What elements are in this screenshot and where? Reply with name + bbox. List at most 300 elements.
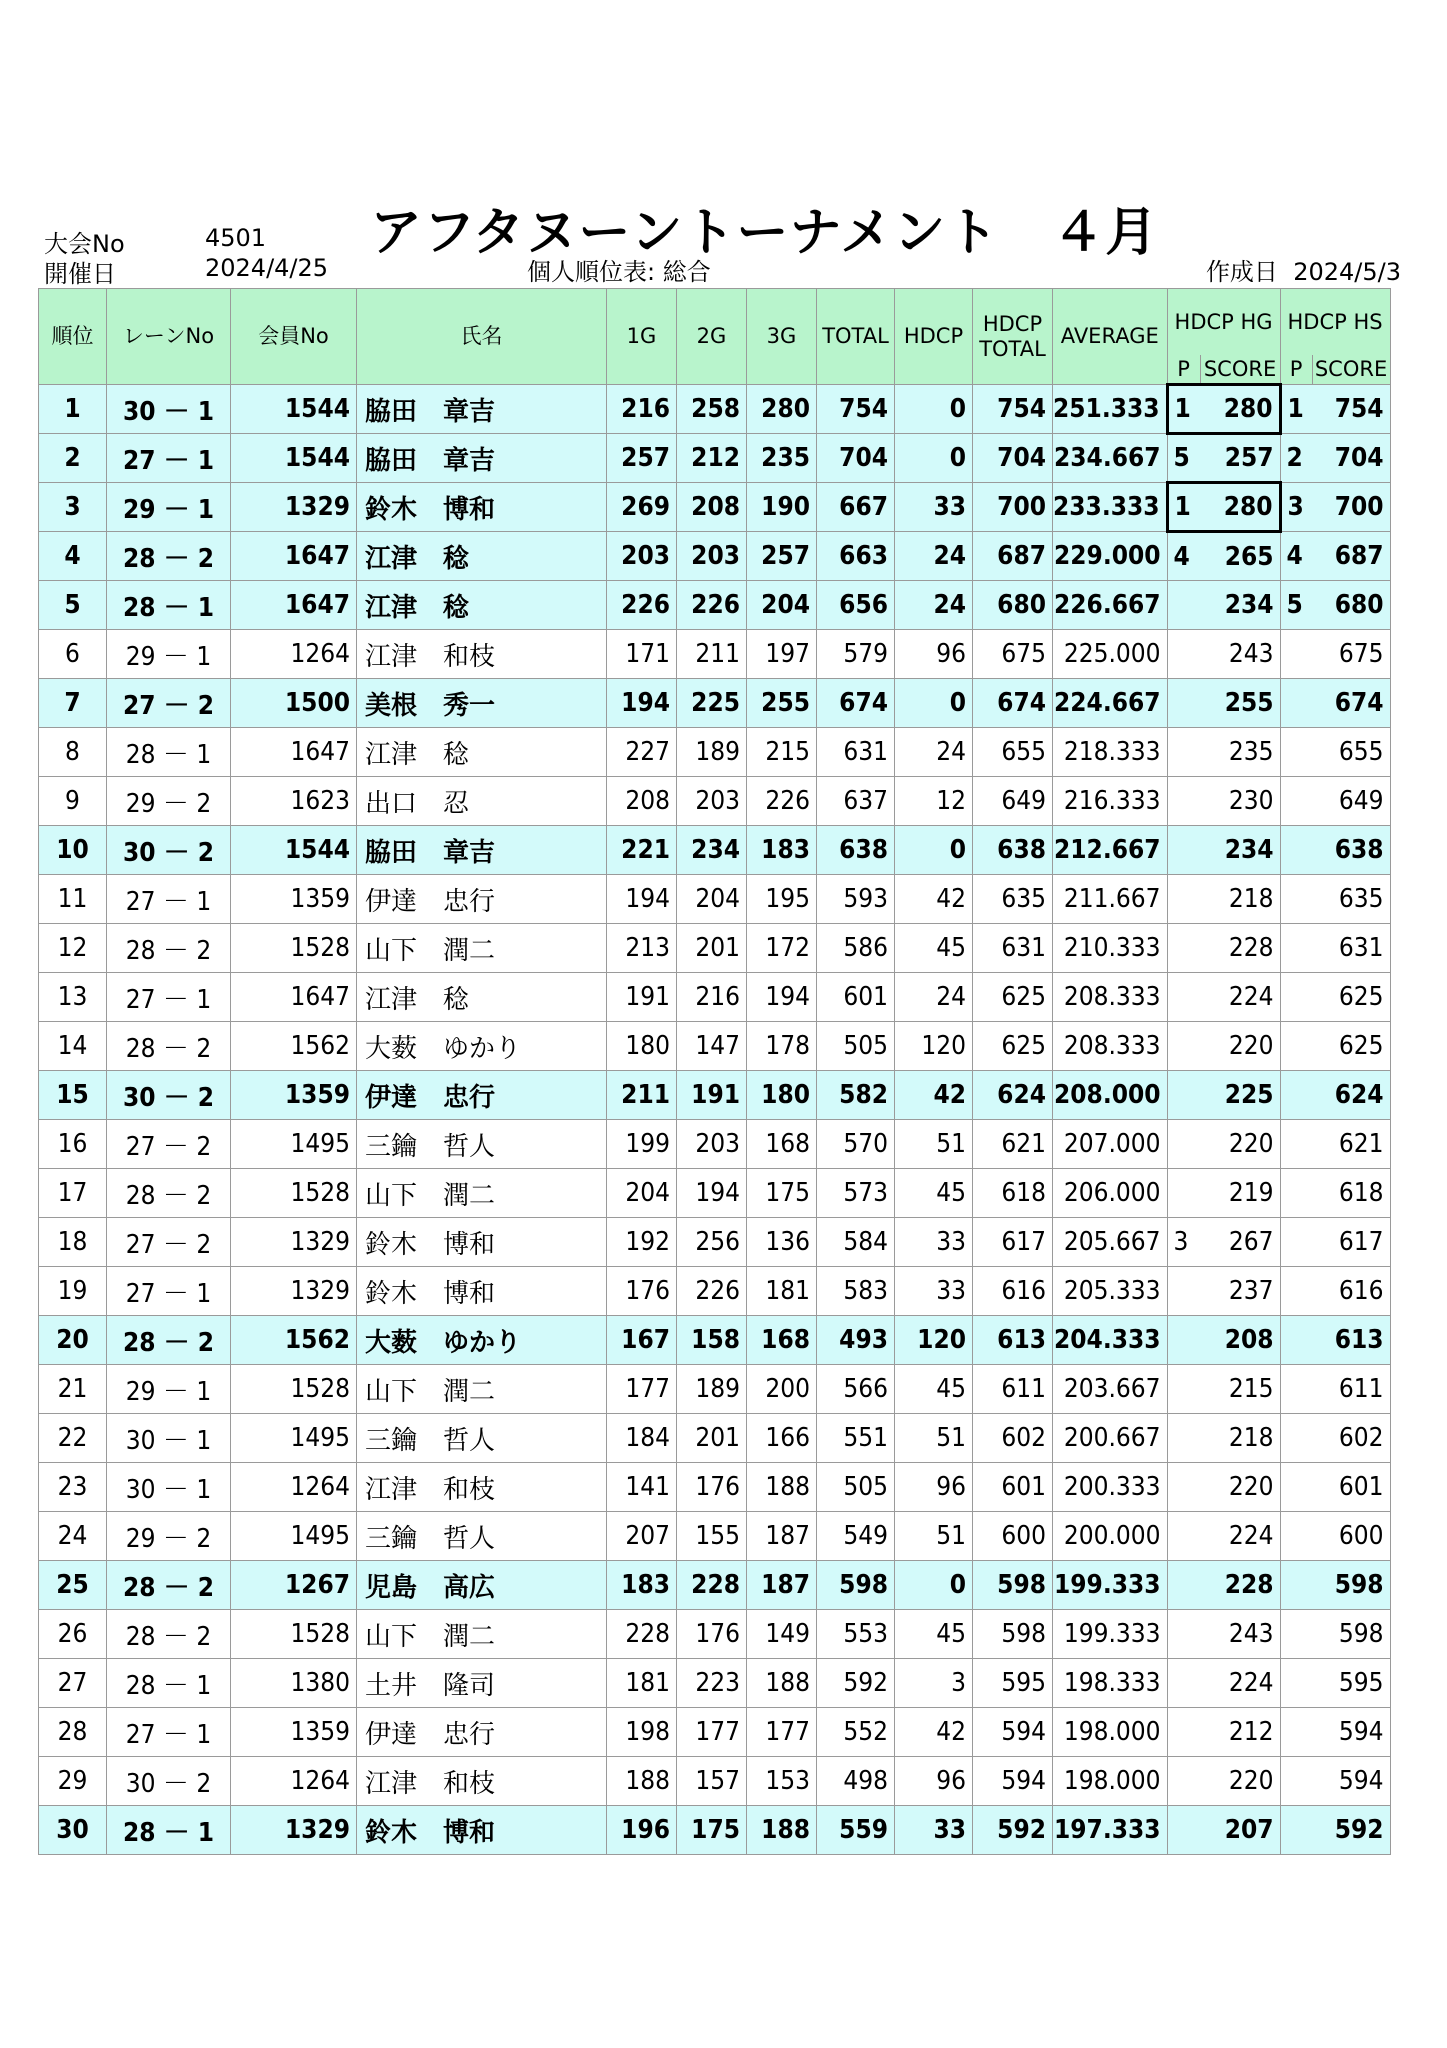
hg-score-cell: 280 bbox=[1200, 483, 1280, 532]
hdcp-total-cell: 598 bbox=[973, 1610, 1053, 1659]
game1-cell: 183 bbox=[607, 1561, 677, 1610]
name-cell: 鈴木 博和 bbox=[357, 1267, 607, 1316]
hs-score-cell: 618 bbox=[1312, 1169, 1390, 1218]
hg-p-cell bbox=[1167, 826, 1200, 875]
total-cell: 663 bbox=[817, 532, 895, 581]
hs-p-cell bbox=[1280, 1463, 1312, 1512]
game3-cell: 194 bbox=[747, 973, 817, 1022]
game3-cell: 149 bbox=[747, 1610, 817, 1659]
hs-score-cell: 675 bbox=[1312, 630, 1390, 679]
total-cell: 598 bbox=[817, 1561, 895, 1610]
hdcp-total-cell: 594 bbox=[973, 1757, 1053, 1806]
hs-score-cell: 638 bbox=[1312, 826, 1390, 875]
lane-cell: 28 － 1 bbox=[107, 1806, 231, 1855]
table-row bbox=[39, 1512, 1391, 1561]
rank-cell: 5 bbox=[39, 581, 107, 630]
rank-cell: 7 bbox=[39, 679, 107, 728]
table-header-row bbox=[39, 289, 1391, 355]
game2-cell: 258 bbox=[677, 385, 747, 434]
hdcp-total-cell: 595 bbox=[973, 1659, 1053, 1708]
game2-cell: 204 bbox=[677, 875, 747, 924]
game3-cell: 197 bbox=[747, 630, 817, 679]
total-cell: 583 bbox=[817, 1267, 895, 1316]
rank-cell: 6 bbox=[39, 630, 107, 679]
game2-cell: 228 bbox=[677, 1561, 747, 1610]
game2-cell: 256 bbox=[677, 1218, 747, 1267]
total-cell: 656 bbox=[817, 581, 895, 630]
rank-cell: 26 bbox=[39, 1610, 107, 1659]
game3-cell: 136 bbox=[747, 1218, 817, 1267]
member-no-cell: 1647 bbox=[231, 532, 357, 581]
average-cell: 218.333 bbox=[1053, 728, 1168, 777]
game1-cell: 180 bbox=[607, 1022, 677, 1071]
hs-score-cell: 704 bbox=[1312, 434, 1390, 483]
hs-score-cell: 594 bbox=[1312, 1757, 1390, 1806]
total-cell: 553 bbox=[817, 1610, 895, 1659]
hg-score-cell: 224 bbox=[1200, 1659, 1280, 1708]
hs-score-cell: 601 bbox=[1312, 1463, 1390, 1512]
hdcp-total-cell: 613 bbox=[973, 1316, 1053, 1365]
game3-cell: 181 bbox=[747, 1267, 817, 1316]
rank-cell: 24 bbox=[39, 1512, 107, 1561]
hs-p-cell bbox=[1280, 1708, 1312, 1757]
lane-cell: 29 － 2 bbox=[107, 777, 231, 826]
hdcp-total-cell: 618 bbox=[973, 1169, 1053, 1218]
name-cell: 山下 潤二 bbox=[357, 924, 607, 973]
lane-cell: 30 － 2 bbox=[107, 1757, 231, 1806]
hg-p-cell bbox=[1167, 1757, 1200, 1806]
hdcp-cell: 24 bbox=[895, 581, 973, 630]
lane-cell: 27 － 1 bbox=[107, 1708, 231, 1757]
total-cell: 592 bbox=[817, 1659, 895, 1708]
ranking-table-body bbox=[39, 385, 1391, 1855]
hdcp-cell: 0 bbox=[895, 434, 973, 483]
lane-cell: 28 － 2 bbox=[107, 1316, 231, 1365]
game1-cell: 176 bbox=[607, 1267, 677, 1316]
col-hdcp-hg: HDCP HG bbox=[1167, 289, 1280, 355]
average-cell: 208.333 bbox=[1053, 1022, 1168, 1071]
game3-cell: 188 bbox=[747, 1463, 817, 1512]
hs-score-cell: 624 bbox=[1312, 1071, 1390, 1120]
hs-p-cell bbox=[1280, 630, 1312, 679]
hg-score-cell: 255 bbox=[1200, 679, 1280, 728]
hs-score-cell: 616 bbox=[1312, 1267, 1390, 1316]
game2-cell: 203 bbox=[677, 532, 747, 581]
table-row bbox=[39, 777, 1391, 826]
game1-cell: 204 bbox=[607, 1169, 677, 1218]
name-cell: 鈴木 博和 bbox=[357, 1218, 607, 1267]
hdcp-cell: 96 bbox=[895, 630, 973, 679]
rank-cell: 29 bbox=[39, 1757, 107, 1806]
hg-p-cell bbox=[1167, 1463, 1200, 1512]
hs-p-cell: 3 bbox=[1280, 483, 1312, 532]
total-cell: 674 bbox=[817, 679, 895, 728]
rank-cell: 18 bbox=[39, 1218, 107, 1267]
game3-cell: 255 bbox=[747, 679, 817, 728]
rank-cell: 17 bbox=[39, 1169, 107, 1218]
table-row bbox=[39, 875, 1391, 924]
average-cell: 199.333 bbox=[1053, 1561, 1168, 1610]
total-cell: 549 bbox=[817, 1512, 895, 1561]
name-cell: 山下 潤二 bbox=[357, 1365, 607, 1414]
average-cell: 212.667 bbox=[1053, 826, 1168, 875]
member-no-cell: 1359 bbox=[231, 875, 357, 924]
hg-score-cell: 225 bbox=[1200, 1071, 1280, 1120]
game1-cell: 213 bbox=[607, 924, 677, 973]
average-cell: 203.667 bbox=[1053, 1365, 1168, 1414]
hg-score-cell: 235 bbox=[1200, 728, 1280, 777]
hdcp-cell: 120 bbox=[895, 1316, 973, 1365]
average-cell: 224.667 bbox=[1053, 679, 1168, 728]
lane-cell: 30 － 1 bbox=[107, 1463, 231, 1512]
rank-cell: 16 bbox=[39, 1120, 107, 1169]
hg-score-cell: 280 bbox=[1200, 385, 1280, 434]
hg-score-cell: 243 bbox=[1200, 630, 1280, 679]
hg-score-cell: 212 bbox=[1200, 1708, 1280, 1757]
game3-cell: 280 bbox=[747, 385, 817, 434]
hs-score-cell: 594 bbox=[1312, 1708, 1390, 1757]
game2-cell: 175 bbox=[677, 1806, 747, 1855]
hs-p-cell bbox=[1280, 875, 1312, 924]
col-hs-p: P bbox=[1280, 355, 1312, 385]
table-row bbox=[39, 630, 1391, 679]
average-cell: 207.000 bbox=[1053, 1120, 1168, 1169]
lane-cell: 29 － 1 bbox=[107, 1365, 231, 1414]
hs-p-cell: 1 bbox=[1280, 385, 1312, 434]
lane-cell: 28 － 2 bbox=[107, 1561, 231, 1610]
hs-p-cell bbox=[1280, 1561, 1312, 1610]
hg-p-cell bbox=[1167, 777, 1200, 826]
hg-score-cell: 237 bbox=[1200, 1267, 1280, 1316]
hdcp-cell: 3 bbox=[895, 1659, 973, 1708]
game2-cell: 177 bbox=[677, 1708, 747, 1757]
average-cell: 210.333 bbox=[1053, 924, 1168, 973]
table-row bbox=[39, 1561, 1391, 1610]
game2-cell: 211 bbox=[677, 630, 747, 679]
hdcp-cell: 51 bbox=[895, 1120, 973, 1169]
name-cell: 大薮 ゆかり bbox=[357, 1316, 607, 1365]
name-cell: 脇田 章吉 bbox=[357, 434, 607, 483]
lane-cell: 27 － 1 bbox=[107, 434, 231, 483]
game3-cell: 226 bbox=[747, 777, 817, 826]
name-cell: 脇田 章吉 bbox=[357, 826, 607, 875]
table-row bbox=[39, 1218, 1391, 1267]
member-no-cell: 1528 bbox=[231, 924, 357, 973]
hdcp-total-cell: 631 bbox=[973, 924, 1053, 973]
game2-cell: 191 bbox=[677, 1071, 747, 1120]
game2-cell: 189 bbox=[677, 1365, 747, 1414]
name-cell: 山下 潤二 bbox=[357, 1610, 607, 1659]
average-cell: 197.333 bbox=[1053, 1806, 1168, 1855]
hs-score-cell: 617 bbox=[1312, 1218, 1390, 1267]
table-row bbox=[39, 1610, 1391, 1659]
hs-score-cell: 635 bbox=[1312, 875, 1390, 924]
member-no-cell: 1647 bbox=[231, 728, 357, 777]
name-cell: 美根 秀一 bbox=[357, 679, 607, 728]
member-no-cell: 1647 bbox=[231, 581, 357, 630]
hg-p-cell: 3 bbox=[1167, 1218, 1200, 1267]
hdcp-total-cell: 598 bbox=[973, 1561, 1053, 1610]
hdcp-total-cell: 592 bbox=[973, 1806, 1053, 1855]
hdcp-cell: 0 bbox=[895, 385, 973, 434]
average-cell: 234.667 bbox=[1053, 434, 1168, 483]
hdcp-total-cell: 600 bbox=[973, 1512, 1053, 1561]
rank-cell: 12 bbox=[39, 924, 107, 973]
lane-cell: 28 － 2 bbox=[107, 1022, 231, 1071]
average-cell: 200.000 bbox=[1053, 1512, 1168, 1561]
hdcp-total-cell: 675 bbox=[973, 630, 1053, 679]
hdcp-total-cell: 616 bbox=[973, 1267, 1053, 1316]
hg-score-cell: 224 bbox=[1200, 973, 1280, 1022]
hdcp-total-cell: 602 bbox=[973, 1414, 1053, 1463]
game2-cell: 203 bbox=[677, 1120, 747, 1169]
average-cell: 198.333 bbox=[1053, 1659, 1168, 1708]
hs-score-cell: 674 bbox=[1312, 679, 1390, 728]
col-hdcp-total: HDCP TOTAL bbox=[973, 289, 1053, 385]
hs-p-cell bbox=[1280, 1659, 1312, 1708]
hg-p-cell: 1 bbox=[1167, 385, 1200, 434]
rank-cell: 4 bbox=[39, 532, 107, 581]
hg-p-cell: 5 bbox=[1167, 434, 1200, 483]
member-no-cell: 1329 bbox=[231, 1267, 357, 1316]
hs-score-cell: 592 bbox=[1312, 1806, 1390, 1855]
hs-score-cell: 598 bbox=[1312, 1561, 1390, 1610]
lane-cell: 29 － 1 bbox=[107, 630, 231, 679]
total-cell: 584 bbox=[817, 1218, 895, 1267]
table-row bbox=[39, 826, 1391, 875]
game2-cell: 234 bbox=[677, 826, 747, 875]
hg-p-cell bbox=[1167, 1120, 1200, 1169]
hg-p-cell: 4 bbox=[1167, 532, 1200, 581]
game3-cell: 215 bbox=[747, 728, 817, 777]
member-no-cell: 1562 bbox=[231, 1022, 357, 1071]
name-cell: 江津 和枝 bbox=[357, 630, 607, 679]
member-no-cell: 1528 bbox=[231, 1169, 357, 1218]
game1-cell: 269 bbox=[607, 483, 677, 532]
member-no-cell: 1267 bbox=[231, 1561, 357, 1610]
hg-score-cell: 220 bbox=[1200, 1022, 1280, 1071]
member-no-cell: 1544 bbox=[231, 826, 357, 875]
hs-p-cell bbox=[1280, 1610, 1312, 1659]
hg-p-cell bbox=[1167, 1806, 1200, 1855]
average-cell: 200.333 bbox=[1053, 1463, 1168, 1512]
col-hg-p: P bbox=[1167, 355, 1200, 385]
hg-score-cell: 218 bbox=[1200, 875, 1280, 924]
table-row bbox=[39, 385, 1391, 434]
game3-cell: 187 bbox=[747, 1512, 817, 1561]
hg-score-cell: 207 bbox=[1200, 1806, 1280, 1855]
total-cell: 493 bbox=[817, 1316, 895, 1365]
hs-p-cell bbox=[1280, 826, 1312, 875]
total-cell: 637 bbox=[817, 777, 895, 826]
game2-cell: 225 bbox=[677, 679, 747, 728]
game3-cell: 235 bbox=[747, 434, 817, 483]
hs-score-cell: 625 bbox=[1312, 973, 1390, 1022]
hdcp-cell: 45 bbox=[895, 1169, 973, 1218]
member-no-cell: 1264 bbox=[231, 1463, 357, 1512]
member-no-cell: 1264 bbox=[231, 630, 357, 679]
hs-score-cell: 625 bbox=[1312, 1022, 1390, 1071]
total-cell: 551 bbox=[817, 1414, 895, 1463]
game2-cell: 201 bbox=[677, 1414, 747, 1463]
member-no-cell: 1544 bbox=[231, 385, 357, 434]
game1-cell: 192 bbox=[607, 1218, 677, 1267]
hdcp-total-cell: 700 bbox=[973, 483, 1053, 532]
game1-cell: 177 bbox=[607, 1365, 677, 1414]
created-date bbox=[1206, 252, 1401, 287]
hs-p-cell bbox=[1280, 1512, 1312, 1561]
average-cell: 198.000 bbox=[1053, 1708, 1168, 1757]
hg-score-cell: 228 bbox=[1200, 924, 1280, 973]
hg-score-cell: 257 bbox=[1200, 434, 1280, 483]
hs-p-cell: 2 bbox=[1280, 434, 1312, 483]
hs-p-cell bbox=[1280, 1218, 1312, 1267]
average-cell: 198.000 bbox=[1053, 1757, 1168, 1806]
hg-p-cell bbox=[1167, 1414, 1200, 1463]
game3-cell: 257 bbox=[747, 532, 817, 581]
game1-cell: 194 bbox=[607, 679, 677, 728]
game3-cell: 177 bbox=[747, 1708, 817, 1757]
hdcp-total-cell: 625 bbox=[973, 973, 1053, 1022]
rank-cell: 25 bbox=[39, 1561, 107, 1610]
col-hdcp: HDCP bbox=[895, 289, 973, 385]
total-cell: 579 bbox=[817, 630, 895, 679]
table-row bbox=[39, 924, 1391, 973]
lane-cell: 29 － 1 bbox=[107, 483, 231, 532]
game1-cell: 216 bbox=[607, 385, 677, 434]
hg-p-cell bbox=[1167, 1071, 1200, 1120]
lane-cell: 27 － 1 bbox=[107, 1267, 231, 1316]
hg-p-cell bbox=[1167, 1316, 1200, 1365]
rank-cell: 8 bbox=[39, 728, 107, 777]
game2-cell: 176 bbox=[677, 1610, 747, 1659]
name-cell: 出口 忍 bbox=[357, 777, 607, 826]
game1-cell: 198 bbox=[607, 1708, 677, 1757]
hg-score-cell: 234 bbox=[1200, 826, 1280, 875]
rank-cell: 3 bbox=[39, 483, 107, 532]
hg-p-cell bbox=[1167, 1610, 1200, 1659]
member-no-cell: 1329 bbox=[231, 1218, 357, 1267]
hdcp-cell: 96 bbox=[895, 1463, 973, 1512]
name-cell: 江津 和枝 bbox=[357, 1463, 607, 1512]
col-hdcp-hs: HDCP HS bbox=[1280, 289, 1390, 355]
ranking-subtitle: 個人順位表: 総合 bbox=[527, 258, 711, 286]
name-cell: 伊達 忠行 bbox=[357, 875, 607, 924]
hdcp-cell: 12 bbox=[895, 777, 973, 826]
hdcp-total-cell: 625 bbox=[973, 1022, 1053, 1071]
hg-score-cell: 220 bbox=[1200, 1757, 1280, 1806]
hg-p-cell bbox=[1167, 1169, 1200, 1218]
member-no-cell: 1359 bbox=[231, 1071, 357, 1120]
hdcp-total-cell: 754 bbox=[973, 385, 1053, 434]
name-cell: 江津 稔 bbox=[357, 532, 607, 581]
rank-cell: 9 bbox=[39, 777, 107, 826]
lane-cell: 27 － 2 bbox=[107, 1120, 231, 1169]
col-lane: レーンNo bbox=[107, 289, 231, 385]
rank-cell: 28 bbox=[39, 1708, 107, 1757]
game3-cell: 190 bbox=[747, 483, 817, 532]
rank-cell: 14 bbox=[39, 1022, 107, 1071]
average-cell: 216.333 bbox=[1053, 777, 1168, 826]
hg-score-cell: 228 bbox=[1200, 1561, 1280, 1610]
hdcp-total-cell: 674 bbox=[973, 679, 1053, 728]
hg-score-cell: 215 bbox=[1200, 1365, 1280, 1414]
average-cell: 204.333 bbox=[1053, 1316, 1168, 1365]
total-cell: 498 bbox=[817, 1757, 895, 1806]
hg-p-cell bbox=[1167, 1267, 1200, 1316]
col-name: 氏名 bbox=[357, 289, 607, 385]
table-row bbox=[39, 532, 1391, 581]
hg-score-cell: 219 bbox=[1200, 1169, 1280, 1218]
hg-p-cell bbox=[1167, 728, 1200, 777]
hg-p-cell bbox=[1167, 1708, 1200, 1757]
hdcp-cell: 45 bbox=[895, 924, 973, 973]
hdcp-cell: 42 bbox=[895, 1708, 973, 1757]
game2-cell: 157 bbox=[677, 1757, 747, 1806]
game3-cell: 195 bbox=[747, 875, 817, 924]
name-cell: 江津 稔 bbox=[357, 973, 607, 1022]
table-row bbox=[39, 483, 1391, 532]
lane-cell: 27 － 1 bbox=[107, 875, 231, 924]
hs-p-cell bbox=[1280, 728, 1312, 777]
hdcp-total-cell: 687 bbox=[973, 532, 1053, 581]
game2-cell: 158 bbox=[677, 1316, 747, 1365]
lane-cell: 30 － 1 bbox=[107, 385, 231, 434]
rank-cell: 30 bbox=[39, 1806, 107, 1855]
game2-cell: 176 bbox=[677, 1463, 747, 1512]
lane-cell: 28 － 2 bbox=[107, 1610, 231, 1659]
average-cell: 225.000 bbox=[1053, 630, 1168, 679]
total-cell: 505 bbox=[817, 1022, 895, 1071]
game3-cell: 187 bbox=[747, 1561, 817, 1610]
game1-cell: 211 bbox=[607, 1071, 677, 1120]
average-cell: 205.333 bbox=[1053, 1267, 1168, 1316]
hg-p-cell bbox=[1167, 924, 1200, 973]
hs-p-cell bbox=[1280, 1316, 1312, 1365]
member-no-cell: 1528 bbox=[231, 1365, 357, 1414]
hdcp-cell: 33 bbox=[895, 483, 973, 532]
col-rank: 順位 bbox=[39, 289, 107, 385]
hdcp-cell: 96 bbox=[895, 1757, 973, 1806]
hs-score-cell: 649 bbox=[1312, 777, 1390, 826]
lane-cell: 30 － 1 bbox=[107, 1414, 231, 1463]
name-cell: 大薮 ゆかり bbox=[357, 1022, 607, 1071]
lane-cell: 28 － 2 bbox=[107, 532, 231, 581]
game3-cell: 200 bbox=[747, 1365, 817, 1414]
hg-score-cell: 234 bbox=[1200, 581, 1280, 630]
hdcp-cell: 24 bbox=[895, 532, 973, 581]
total-cell: 570 bbox=[817, 1120, 895, 1169]
hdcp-cell: 33 bbox=[895, 1218, 973, 1267]
average-cell: 208.333 bbox=[1053, 973, 1168, 1022]
ranking-table bbox=[38, 288, 1391, 1855]
table-row bbox=[39, 1267, 1391, 1316]
game3-cell: 153 bbox=[747, 1757, 817, 1806]
game3-cell: 175 bbox=[747, 1169, 817, 1218]
table-row bbox=[39, 1806, 1391, 1855]
lane-cell: 28 － 1 bbox=[107, 581, 231, 630]
taikai-label: 大会No bbox=[44, 230, 125, 258]
total-cell: 505 bbox=[817, 1463, 895, 1512]
game2-cell: 226 bbox=[677, 581, 747, 630]
hg-p-cell bbox=[1167, 679, 1200, 728]
game3-cell: 168 bbox=[747, 1316, 817, 1365]
total-cell: 586 bbox=[817, 924, 895, 973]
average-cell: 226.667 bbox=[1053, 581, 1168, 630]
game1-cell: 227 bbox=[607, 728, 677, 777]
name-cell: 伊達 忠行 bbox=[357, 1708, 607, 1757]
col-g2: 2G bbox=[677, 289, 747, 385]
